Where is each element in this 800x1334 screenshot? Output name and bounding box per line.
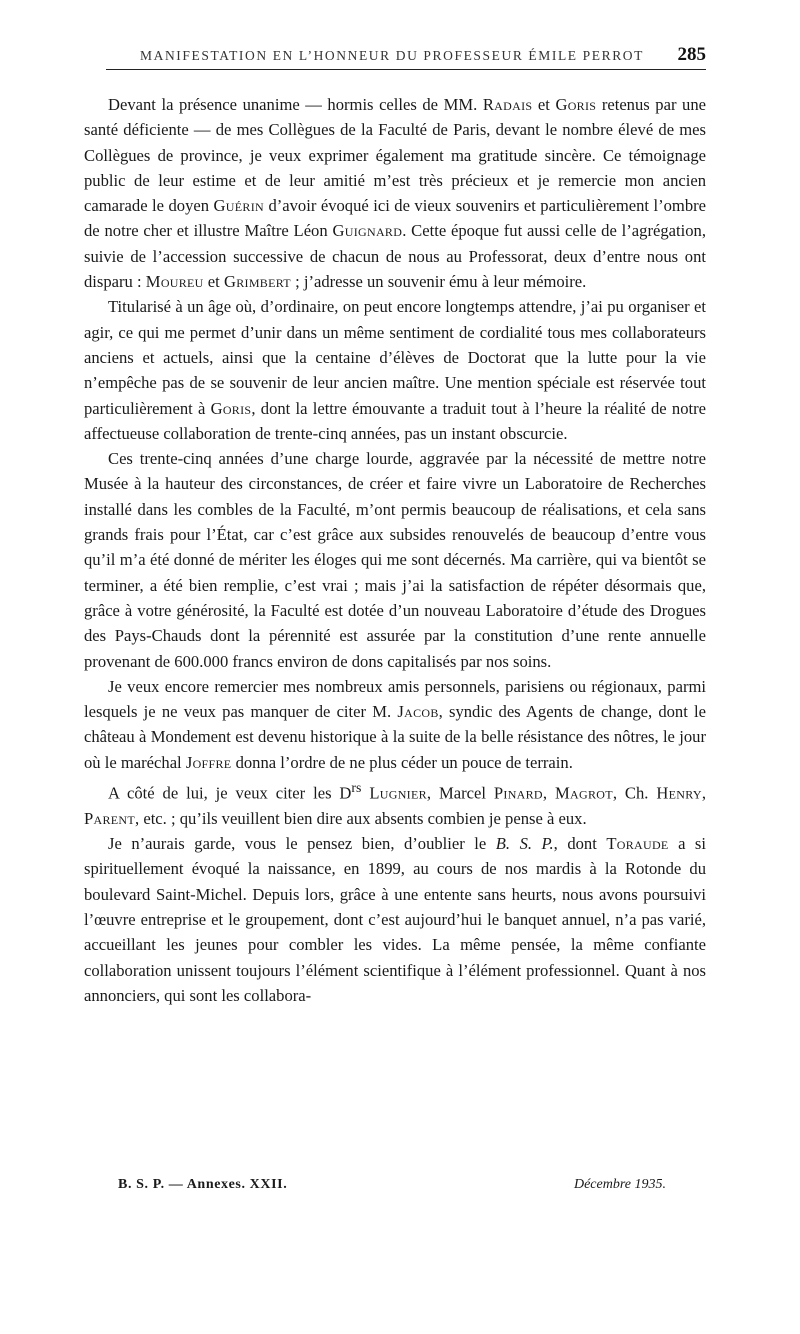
person-name: Henry [656,783,702,803]
person-name: Grimbert [223,272,291,292]
paragraph-3: Ces trente-cinq années d’une charge lourde, aggravée par la nécessité de mettre notre Musée à la hauteur des circonstances, de créer et faire vivre un Laboratoire de Recherches installé dans les combles de la Faculté, m’ont permis beaucoup de réalisations, et cela sans grands frais pour l’État, car c’est grâce aux subsides renouvelés de beaucoup d’entre vous qu’il m’a été donné de mériter les éloges qui me sont décernés. Ma carrière, qui va bientôt se terminer, a été bien remplie, c’est vrai ; mais j’ai la satisfaction de répéter désormais que, grâce à votre générosité, la Faculté est dotée d’un nouveau Laboratoire d’étude des Drogues des Pays-Chauds dont la pérennité est assurée par la constitution d’une rente annuelle provenant de 600.000 francs environ de dons capitalisés par nos soins. [84,449,706,671]
running-head: MANIFESTATION EN L’HONNEUR DU PROFESSEUR ÉMILE PERROT [140,48,644,63]
journal-abbrev: B. S. P. [495,834,554,854]
person-name: Radais [482,95,533,114]
page-footer [118,1177,666,1193]
paragraph-4: Je veux encore remercier mes nombreux amis personnels, parisiens ou régionaux, parmi lesquels je ne veux pas manquer de citer M. Jacob, syndic des Agents de change, dont le château à Mondement est devenu historique à la suite de la belle résistance des nôtres, le jour où le maréchal Joffre donna l’ordre de ne plus céder un pouce de terrain. [84,676,706,772]
page-number: 285 [677,44,706,65]
person-name: Goris [210,398,252,418]
person-name: Goris [555,95,597,114]
person-name: Jacob [397,702,439,722]
person-name: Joffre [185,752,232,772]
paragraph-2: Titularisé à un âge où, d’ordinaire, on peut encore longtemps attendre, j’ai pu organiser et agir, ce qui me permet d’unir dans un même sentiment de cordialité tous mes collaborateurs anciens et actuels, ainsi que la centaine d’élèves de Doctorat que la lutte pour la vie n’empêche pas de se souvenir de leur ancien maître. Une mention spéciale est réservée tout particulièrement à Goris, dont la lettre émouvante a traduit tout à l’heure la réalité de notre affectueuse collaboration de trente-cinq années, pas un instant obscurcie. [84,297,706,443]
page-header [140,44,706,66]
body-text [84,92,706,1008]
footer-date: Décembre 1935. [573,1177,666,1192]
person-name: Moureu [145,272,204,292]
superscript: rs [351,780,362,796]
person-name: Parent [84,808,136,828]
person-name: Guérin [213,196,264,216]
header-rule [106,69,706,70]
paragraph-5: A côté de lui, je veux citer les $D^{rs}$ Lugnier, Marcel Pinard, Magrot, Ch. Henry, Parent, etc. ; qu’ils veuillent bien dire aux absents combien je pense à eux. [84,780,706,828]
footer-journal: B. S. P. — Annexes. XXII. [118,1177,288,1192]
person-name: Lugnier [369,783,427,803]
paragraph-1: Devant la présence unanime — hormis celles de MM. Radais et Goris retenus par une santé déficiente — de mes Collègues de la Faculté de Paris, devant le nombre élevé de mes Collègues de province, je veux exprimer également ma gratitude sincère. Ce témoignage public de leur estime et de leur amitié m’est très précieux et je remercie mon ancien camarade le doyen Guérin d’avoir évoqué ici de vieux souvenirs et particulièrement l’ombre de notre cher et illustre Maître Léon Guignard. Cette époque fut aussi celle de l’agrégation, suivie de l’accession successive de chacun de nous au Professorat, deux d’entre nous ont disparu : Moureu et Grimbert ; j’adresse un souvenir ému à leur mémoire. [84,95,707,292]
person-name: Pinard [493,783,543,803]
paragraph-6: Je n’aurais garde, vous le pensez bien, d’oublier le B. S. P., dont Toraude a si spirituellement évoqué la naissance, en 1899, au cours de nos mardis à la Rotonde du boulevard Saint-Michel. Depuis lors, grâce à une entente sans heurts, nous avons poursuivi l’œuvre entreprise et le groupement, dont c’est aujourd’hui le banquet annuel, n’a pas varié, accueillant les jeunes pour combler les vides. La même pensée, la même confiante collaboration unissent toujours l’élément scientifique à l’élément professionnel. Quant à nos annonciers, qui sont les collabora- [84,834,707,1005]
person-name: Magrot [554,783,613,803]
person-name: Guignard [332,221,403,241]
person-name: Toraude [606,834,669,854]
